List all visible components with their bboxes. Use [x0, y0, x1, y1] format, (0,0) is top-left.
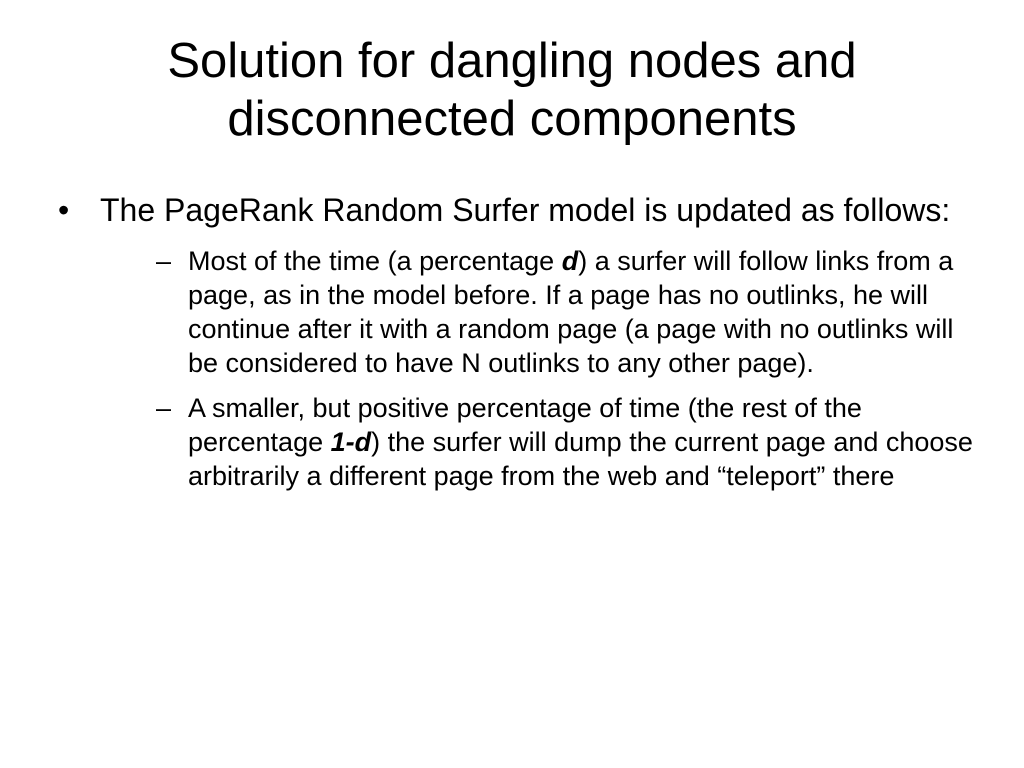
- sub-bullet-text-after: ) a surfer will follow links from a page, as in the model before. If a page has no outlinks, he will continue after it with a random page (a page with no outlinks will be considered to have N outlinks to any other page).: [188, 246, 954, 378]
- sub-bullet-item: [156, 391, 978, 493]
- sub-bullet-text-before: Most of the time (a percentage: [188, 246, 562, 276]
- emphasized-variable: d: [561, 246, 579, 276]
- bullet-content: [100, 190, 978, 504]
- bullet-list: [58, 190, 978, 504]
- sub-bullet-text-before: A smaller, but positive percentage of time (the rest of the percentage: [188, 393, 862, 457]
- sub-bullet-list: [100, 244, 978, 493]
- emphasized-variable: 1-d: [330, 427, 372, 457]
- sub-bullet-marker: –: [156, 246, 172, 276]
- sub-bullet-text: [188, 244, 978, 380]
- sub-bullet-marker: –: [156, 393, 172, 423]
- sub-bullet-text: [188, 391, 978, 493]
- slide-title: Solution for dangling nodes and disconnected components: [167, 34, 857, 146]
- sub-bullet-text-after: ) the surfer will dump the current page and choose arbitrarily a different page from the web and “teleport” there: [188, 427, 973, 491]
- sub-bullet-item: [156, 244, 978, 380]
- bullet-text: The PageRank Random Surfer model is updated as follows:: [100, 192, 951, 228]
- bullet-marker: •: [58, 192, 70, 228]
- bullet-item: [58, 190, 978, 504]
